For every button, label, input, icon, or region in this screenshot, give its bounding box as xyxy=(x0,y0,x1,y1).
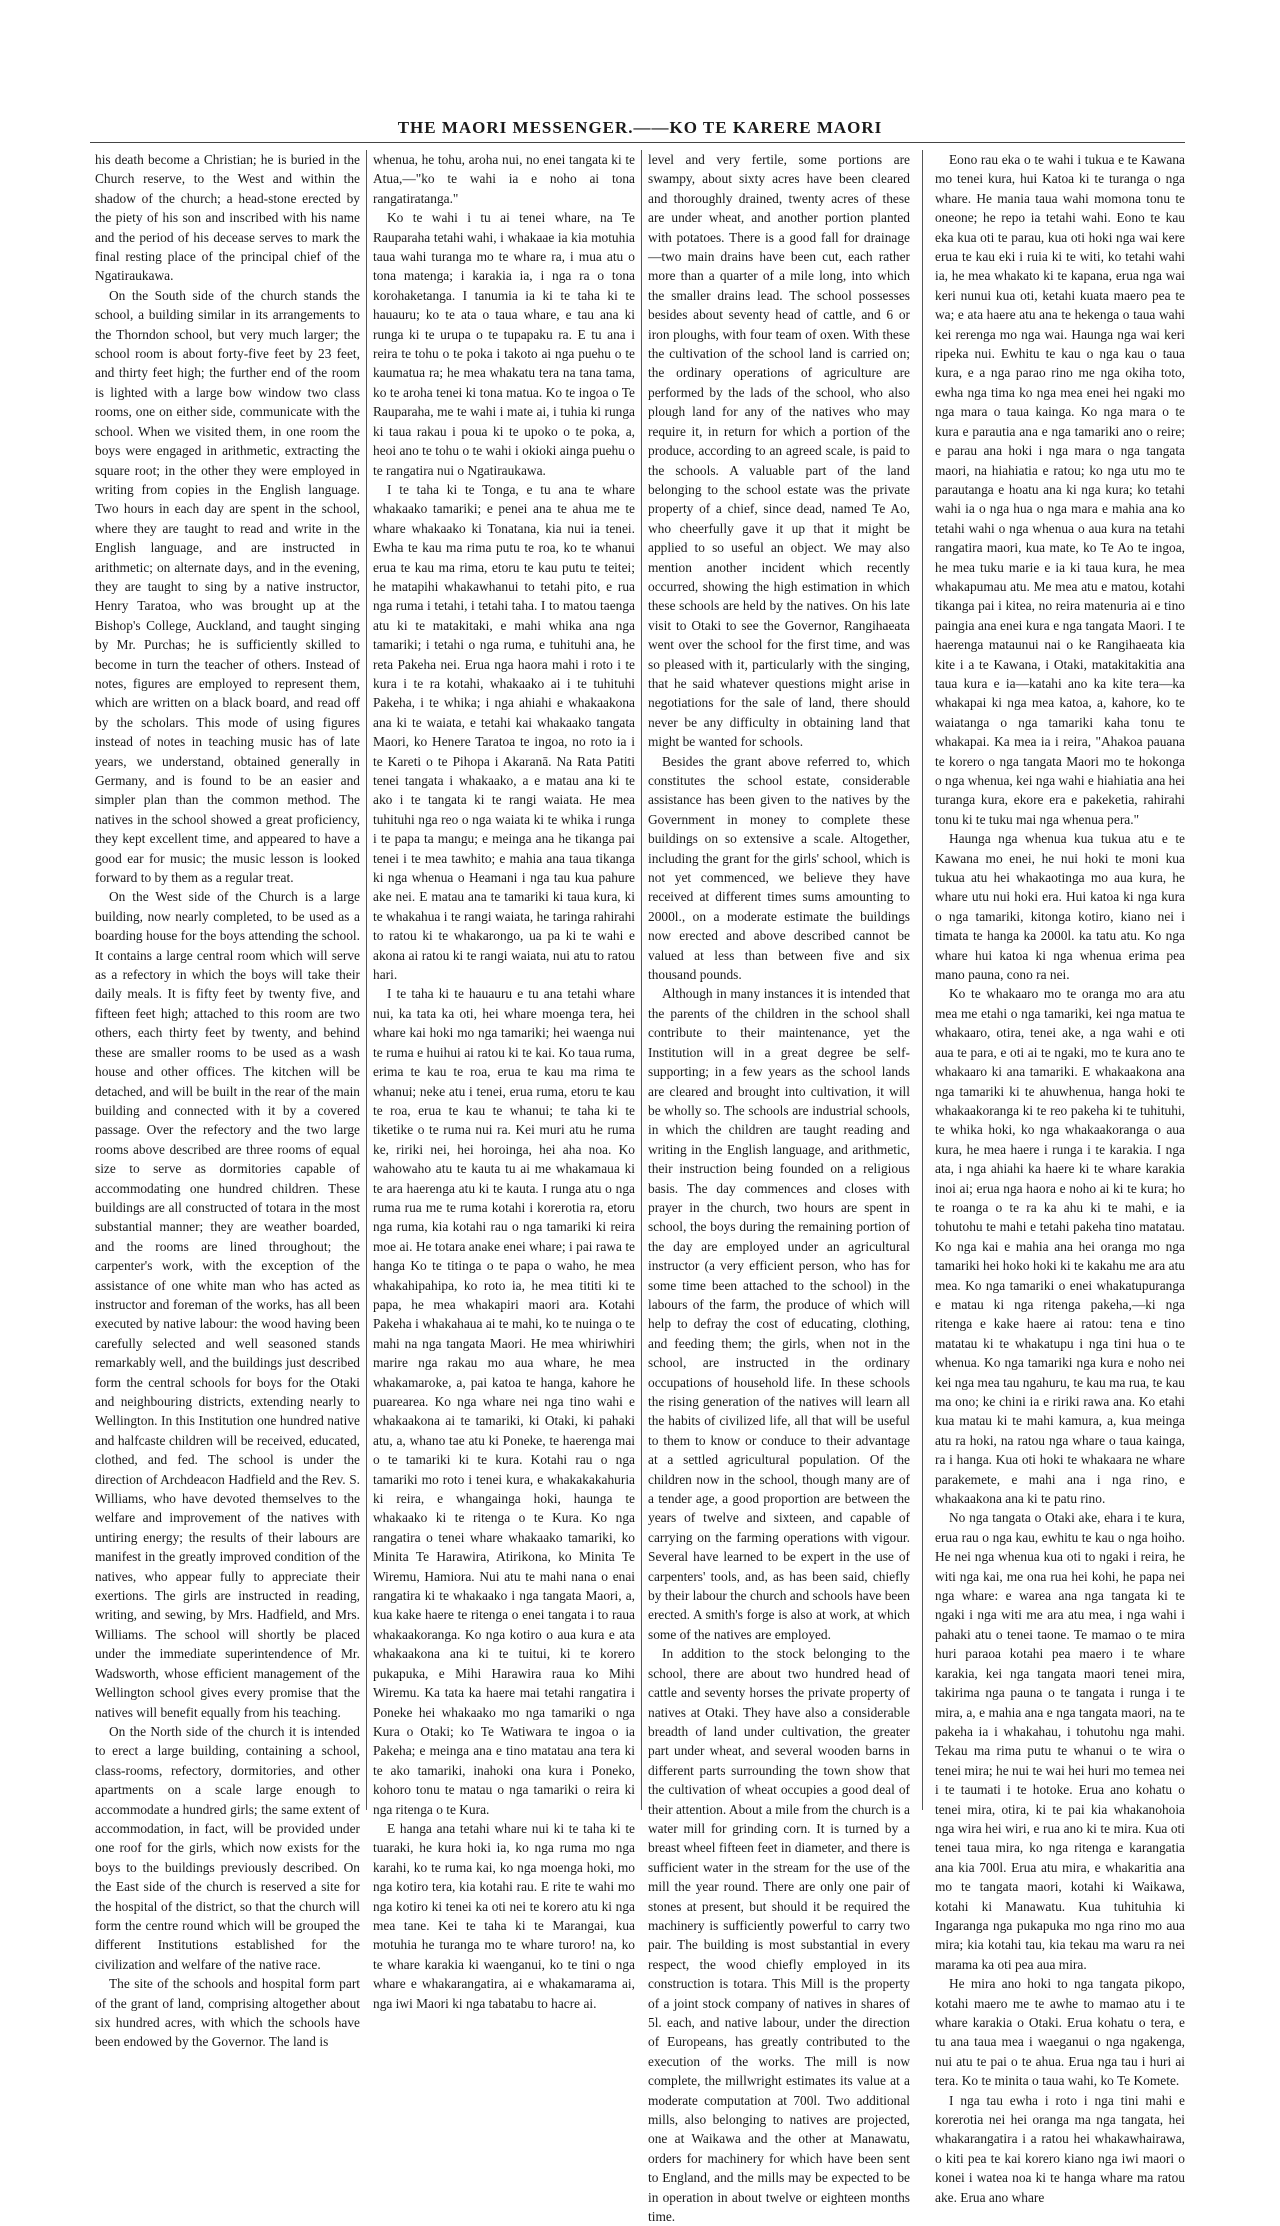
paragraph: Besides the grant above referred to, which constitutes the school estate, considerable assistance has been given to the natives by the Government in money to complete these buildings on so extensive a scale. Altogether, including the grant for the girls' school, which is not yet commenced, we believe they have received at different times sums amounting to 2000l., on a moderate estimate the buildings now erected and above described cannot be valued at less than between five and six thousand pounds. xyxy=(648,753,910,983)
column-1-english xyxy=(95,150,360,2050)
header-rule xyxy=(90,142,1185,143)
paragraph: On the West side of the Church is a large building, now nearly completed, to be used as a boarding house for the boys attending the school. It contains a large central room which will serve as a refectory in which the boys will take their daily meals. It is fifty feet by twenty five, and fifteen feet high; attached to this room are two others, each thirty feet by twenty, and behind these are smaller rooms to be used as a wash house and other offices. The kitchen will be detached, and will be built in the rear of the main building and connected with it by a covered passage. Over the refectory and the two large rooms above described are three rooms of equal size to serve as dormitories capable of accommodating one hundred children. These buildings are all constructed of totara in the most substantial manner; they are weather boarded, and the rooms are lined throughout; the carpenter's work, with the exception of the assistance of one white man who has acted as instructor and foreman of the works, has all been executed by native labour: the wood having been carefully selected and well seasoned stands remarkably well, and the buildings just described form the central schools for boys for the Otaki and neighbouring districts, extending nearly to Wellington. In this Institution one hundred native and halfcaste children will be received, educated, clothed, and fed. The school is under the direction of Archdeacon Hadfield and the Rev. S. Williams, who have devoted themselves to the welfare and improvement of the natives with untiring energy; the results of their labours are manifest in the greatly improved condition of the natives, who appear fully to appreciate their exertions. The girls are instructed in reading, writing, and sewing, by Mrs. Hadfield, and Mrs. Williams. The school will shortly be placed under the immediate superintendence of Mr. Wadsworth, whose efficient management of the Wellington school gives every promise that the natives will benefit equally from his teaching. xyxy=(95,889,360,1720)
paragraph: Haunga nga whenua kua tukua atu e te Kawana mo enei, he nui hoki te moni kua tukua atu hei whakaotinga mo aua kura, he whare utu nui hoki era. Hui katoa ki nga kura o nga tamariki, kitonga kotiro, kiano nei i timata te hanga ka 2000l. ka tatu atu. Ko nga whare hui katoa ki nga whenua erima pea mano pauna, cono ra nei. xyxy=(935,831,1185,983)
paragraph: whenua, he tohu, aroha nui, no enei tangata ki te Atua,—"ko te wahi ia e noho ai tona rangatiratanga." xyxy=(373,152,635,206)
paragraph: The site of the schools and hospital form part of the grant of land, comprising altogether about six hundred acres, with which the schools have been endowed by the Governor. The land is xyxy=(95,1976,360,2050)
paragraph: his death become a Christian; he is buried in the Church reserve, to the West and within the shadow of the church; a head-stone erected by the piety of his son and inscribed with his name and the period of his decease serves to mark the final resting place of the principal chief of the Ngatiraukawa. xyxy=(95,152,360,284)
paragraph: I te taha ki te Tonga, e tu ana te whare whakaako tamariki; e penei ana te ahua me te whare whakaako ki Tonatana, kia nui ia tenei. Ewha te kau ma rima putu te roa, ko te whanui erua te kau ma rima, etoru te kau putu te teitei; he matapihi whakawhanui to tetahi pito, e rua nga ruma i tetahi, i tetahi taha. I to matou taenga atu ki te matakitaki, e mahi whika ana nga tamariki; i tetahi o nga ruma, e tuhituhi ana, he reta Pakeha nei. Erua nga haora mahi i roto i te kura i te ra kotahi, whakaako ai i te tuhituhi Pakeha, i te whika; i nga ahiahi e whakaakona ana ki te waiata, e tetahi kai whakaako tangata Maori, ko Henere Taratoa te ingoa, no roto ia i te Kareti o te Pihopa i Akaranā. Na Rata Patiti tenei tangata i whakaako, a e matau ana ki te ako i te tangata ki te rangi waiata. He mea tuhituhi nga reo o nga waiata ki te whika i runga i te papa ta mangu; e meinga ana he tikanga pai tenei i te mea tawhito; e mahia ana taua tikanga ki nga whenua o Heamani i nga tau kua pahure ake nei. E matau ana te tamariki ki taua kura, ki te whakahua i te rangi waiata, he taringa rahirahi to ratou ki te whakarongo, ua pa ki te wahi e akona ai ratou ki te rangi waiata, nui atu to ratou hari. xyxy=(373,481,635,983)
paragraph: He mira ano hoki to nga tangata pikopo, kotahi maero me te awhe to mamao atu i te whare karakia o Otaki. Erua kohatu o tera, e tu ana taua mea i waeganui o nga ngakenga, nui atu te pai o te ahua. Erua nga tau i huri ai tera. Ko te minita o taua wahi, ko Te Komete. xyxy=(935,1976,1185,2089)
column-divider xyxy=(366,150,367,1810)
column-divider xyxy=(641,150,642,1810)
paragraph: level and very fertile, some portions are swampy, about sixty acres have been cleared and thoroughly drained, twenty acres of these are under wheat, and another portion planted with potatoes. There is a good fall for drainage—two main drains have been cut, each rather more than a quarter of a mile long, into which the smaller drains lead. The school possesses besides about seventy head of cattle, and 6 or iron ploughs, with four team of oxen. With these the cultivation of the school land is carried on; the ordinary operations of agriculture are performed by the lads of the school, who also plough land for any of the natives who may require it, in return for which a portion of the produce, according to an agreed scale, is paid to the schools. A valuable part of the land belonging to the school estate was the private property of a chief, since dead, named Te Ao, who cheerfully gave it up that it might be applied to so useful an object. We may also mention another incident which recently occurred, showing the high estimation in which these schools are held by the natives. On his late visit to Otaki to see the Governor, Rangihaeata went over the school for the first time, and was so pleased with it, particularly with the singing, that he said whatever questions might arise in negotiations for the sale of land, there should never be any difficulty in obtaining land that might be wanted for schools. xyxy=(648,152,910,750)
paragraph: No nga tangata o Otaki ake, ehara i te kura, erua rau o nga kau, ewhitu te kau o nga hoiho. He nei nga whenua kua oti to ngaki i reira, he witi nga kai, me ona rua hei kohi, he papa nei nga whare: e warea ana nga tangata ki te ngaki i nga witi me ara atu mea, i nga wahi i pahaki atu o tenei taone. Te mamao o te mira huri paraoa kotahi pea maero i te whare karakia, kei nga tangata maori tenei mira, takirima nga pauna o te tangata i runga i te mira, a, e mahia ana e nga tangata maori, na te pakeha ia i whakahau, i tohutohu nga mahi. Tekau ma rima putu te whanui o te wira o tenei mira; he nui te wai hei huri mo temea nei i te taumati i te hotoke. Erua ano kohatu o tenei mira, otira, ki te pai kia whakanohoia nga wira hei wiri, e rua ano ki te mira. Kua oti tenei taua mira, ko nga ritenga e karangatia ana kia 700l. Erua atu mira, e whakaritia ana mo te tangata maori, kotahi ki Waikawa, kotahi ki Manawatu. Kua tuhituhia ki Ingaranga nga pukapuka mo nga rino mo aua mira; kia kotahi tau, kia tekau ma waru ra nei marama ka oti pea aua mira. xyxy=(935,1510,1185,1972)
column-2-maori xyxy=(373,150,635,2011)
paragraph: Eono rau eka o te wahi i tukua e te Kawana mo tenei kura, hui Katoa ki te turanga o nga whare. He mania taua wahi momona tonu te oneone; he repo ia tetahi wahi. Eono te kau eka kua oti te parau, kua oti hoki nga wai kere erua te kau eki i ruia ki te witi, ko tetahi wahi ia, he mea whakato ki te kapana, erua nga wai keri nunui kua oti, ketahi kuata maero pea te wa; e ata haere atu ana te hekenga o taua wahi kei rerenga mo nga wai. Haunga nga wai keri ripeka nui. Ewhitu te kau o nga kau o taua kura, e a nga parao rino me nga okiha toto, ewha nga tima ko nga mea enei hei ngaki mo nga mara o taua kainga. Ko nga mara o te kura e parautia ana e nga tamariki ano o reire; e parau ana hoki i nga mara o nga tangata maori, na hiahiatia e ratou; ko nga utu mo te parautanga e hoatu ana ki nga kura; ko tetahi wahi ia o nga hua o nga mara e mahia ana ko tetahi wahi o nga whenua o aua kura na tetahi rangatira maori, kua mate, ko Te Ao te ingoa, he mea tuku marie e ia ki taua kura, he mea whakapumau atu. Me mea atu e matou, kotahi tikanga pai i kitea, no reira matenuria ai e tino paingia ana enei kura e nga tangata Maori. I te haerenga mataunui nai o ke Rangihaeata kia kite i a te Kawana, i Otaki, matakitakitia ana taua kura e ia—katahi ano ka kite tera—ka whakapai ki nga mea katoa, a, kahore, ko te waiatanga o nga tamariki kaha tonu te whakapai. Ka mea ia i reira, "Ahakoa pauana te korero o nga tangata Maori mo te hokonga o nga whenua, kei nga wahi e hiahiatia ana hei turanga kura, ekore era e pakeketia, rahirahi tonu ki te tuku mai nga whenua pera." xyxy=(935,152,1185,827)
paragraph: Ko te whakaaro mo te oranga mo ara atu mea me etahi o nga tamariki, kei nga matua te whakaaro, otira, tenei ake, a nga wahi e oti aua te para, e oti ai te ngaki, mo te kura ano te whakaaro ki ana tamariki. E whakaakona ana nga tamariki ki te ahuwhenua, hanga hoki te whakaakoranga ki te reo pakeha ki te tuhituhi, te whika hoki, ko nga whakaakoranga o aua kura, he mea haere i runga i te karakia. I nga ata, i nga ahiahi ka haere ki te whare karakia inoi ai; erua nga haora e noho ai ki te kura; ho te roanga o te ra ka ahu ki te mahi, e ia tohutohu te mahi e tetahi pakeha tino matatau. Ko nga kai e mahia ana hei oranga mo nga tamariki hei hoko hoki ki te kakahu me ara atu mea. Ko nga tamariki o enei whakatupuranga e matau ki nga ritenga pakeha,—ki nga ritenga e kake haere ai ratou: tena e tino matatau ki te whakatupu i nga tini hua o te whenua. Ko nga tamariki nga kura e noho nei kei nga mea tau ngahuru, te kau ma rua, te kau ma ono; ke chini ia e ririki rawa ana. Ko etahi kua matau ki te mahi kamura, a, kua meinga atu ra hoki, na ratou nga whare o taua kainga, ra i hanga. Kua oti hoki te whakaara ne whare parakemete, e mahi ana i nga rino, e whakaakona ana ki te patu rino. xyxy=(935,986,1185,1507)
masthead: THE MAORI MESSENGER.——KO TE KARERE MAORI xyxy=(397,118,883,137)
paragraph: Ko te wahi i tu ai tenei whare, na Te Rauparaha tetahi wahi, i whakaae ia kia motuhia taua wahi turanga mo te whare ra, i mua atu o tona matenga; i karakia ia, i nga ra o tona korohaketanga. I tanumia ia ki te taha ki te hauauru; ko te ata o taua whare, e tau ana ki runga ki te urupa o te tupapaku ra. E tu ana i reira te tohu o te poka i takoto ai nga puehu o te kaumatua ra; he mea whakatu tera na tana tama, ko te aroha tenei ki tona matua. Ko te ingoa o Te Rauparaha, me te wahi i mate ai, i tuhia ki runga ki taua rakau i poua ki te upoko o te poka, a, heoi ano te tohu o te wahi i okioki ainga puehu o te rangatira nui o Ngatiraukawa. xyxy=(373,210,635,478)
paragraph: In addition to the stock belonging to the school, there are about two hundred head of cattle and seventy horses the private property of natives at Otaki. They have also a considerable breadth of land under cultivation, the greater part under wheat, and several wooden barns in different parts surrounding the town show that the cultivation of wheat occupies a good deal of their attention. About a mile from the church is a water mill for grinding corn. It is turned by a breast wheel fifteen feet in diameter, and there is sufficient water in the stream for the use of the mill the year round. There are only one pair of stones at present, but should it be required the machinery is sufficiently powerful to carry two pair. The building is most substantial in every respect, the wood chiefly employed in its construction is totara. This Mill is the property of a joint stock company of natives in shares of 5l. each, and native labour, under the direction of Europeans, has greatly contributed to the execution of the works. The mill is now complete, the millwright estimates its value at a moderate computation at 700l. Two additional mills, also belonging to natives are projected, one at Waikawa and the other at Manawatu, orders for machinery for which have been sent to England, and the mills may be expected to be in operation in about twelve or eighteen months time. xyxy=(648,1646,910,2225)
column-4-maori xyxy=(935,150,1185,2205)
paragraph: E hanga ana tetahi whare nui ki te taha ki te tuaraki, he kura hoki ia, ko nga ruma mo nga karahi, ko te ruma kai, ko nga moenga hoki, mo nga kotiro tera, kia kotahi rau. E rite te wahi mo nga kotiro ki tenei ka oti nei te korero atu ki nga mea tane. Kei te taha ki te Marangai, kua motuhia he turanga mo te whare turoro! na, ko te whare karakia ki waenganui, ko te tini o nga whare e whakarangatira, ai e whakamarama ai, nga iwi Maori ki nga tabatabu to hacre ai. xyxy=(373,1820,635,2011)
paragraph: Although in many instances it is intended that the parents of the children in the school shall contribute to their maintenance, yet the Institution will in a great degree be self-supporting; in a few years as the school lands are cleared and brought into cultivation, it will be wholly so. The schools are industrial schools, in which the children are taught reading and writing in the English language, and arithmetic, their instruction being founded on a religious basis. The day commences and closes with prayer in the church, two hours are spent in school, the boys during the remaining portion of the day are employed under an agricultural instructor (a very efficient person, who has for some time been attached to the school) in the labours of the farm, the produce of which will help to defray the cost of educating, clothing, and feeding them; the girls, when not in the school, are instructed in the ordinary occupations of household life. In these schools the rising generation of the natives will learn all the habits of civilized life, all that will be useful to them to know or conduce to their advantage at a settled agricultural population. Of the children now in the school, though many are of a tender age, a good proportion are between the years of twelve and sixteen, and capable of carrying on the farming operations with vigour. Several have learned to be expert in the use of carpenters' tools, and, as has been said, chiefly by their labour the church and schools have been erected. A smith's forge is also at work, at which some of the natives are employed. xyxy=(648,986,910,1642)
column-3-english xyxy=(648,150,910,2225)
paragraph: On the South side of the church stands the school, a building similar in its arrangements to the Thorndon school, but very much larger; the school room is about forty-five feet by 23 feet, and thirty feet high; the further end of the room is lighted with a large bow window two class rooms, one on either side, communicate with the school. When we visited them, in one room the boys were engaged in arithmetic, extracting the square root; in the other they were employed in writing from copies in the English language. Two hours in each day are spent in the school, where they are taught to read and write in the English language, and are instructed in arithmetic; on alternate days, and in the evening, they are taught to sing by a native instructor, Henry Taratoa, who was brought up at the Bishop's College, Auckland, and taught singing by Mr. Purchas; he is sufficiently skilled to become in turn the teacher of others. Instead of notes, figures are employed to represent them, which are written on a black board, and read off by the scholars. This mode of using figures instead of notes in teaching music has of late years, we understand, obtained generally in Germany, and is found to be an easier and simpler plan than the common method. The natives in the school showed a great proficiency, they kept excellent time, and appeared to have a good ear for music; the music lesson is looked forward to by them as a regular treat. xyxy=(95,287,360,886)
paragraph: On the North side of the church it is intended to erect a large building, containing a school, class-rooms, refectory, dormitories, and other apartments on a scale large enough to accommodate a hundred girls; the same extent of accommodation, in fact, will be provided under one roof for the girls, which now exists for the boys to the buildings previously described. On the East side of the church is reserved a site for the hospital of the district, so that the church will form the centre round which will be grouped the different Institutions established for the civilization and welfare of the native race. xyxy=(95,1723,360,1972)
paragraph: I nga tau ewha i roto i nga tini mahi e korerotia nei hei oranga ma nga tangata, hei whakarangatira i a ratou hei whakawhairawa, o kiti pea te kai korero kiano nga iwi maori o konei i watea noa ki te hanga whare ma ratou ake. Erua ano whare xyxy=(935,2092,1185,2205)
column-divider xyxy=(922,150,923,1810)
paragraph: I te taha ki te hauauru e tu ana tetahi whare nui, ka tata ka oti, hei whare moenga tera, hei whare kai hoki mo nga tamariki; hei waenga nui te ruma e huihui ai ratou ki te kai. Ko taua ruma, erima te kau te roa, erua te kau ma rima te whanui; neke atu i tenei, erua ruma, etoru te kau te roa, erua te kau te whanui; te taha ki te tiketike o te ruma nui ra. Kei muri atu he ruma ke, ririki nei, hei horoinga, hei aha noa. Ko wahowaho atu te kauta tu ai me whakamaua ki te ara haerenga atu ki te kauta. I runga atu o nga ruma rua me te ruma kotahi i korerotia ra, etoru nga ruma, kia kotahi rau o nga tamariki ki reira moe ai. He totara anake enei whare; i pai rawa te hanga Ko te titinga o te papa o waho, he mea whakahipahipa, ko roto ia, he mea tititi ki te papa, he mea whakapiri maori ara. Kotahi Pakeha i whakahaua ai te mahi, ko te nuinga o te mahi na nga tangata Maori. He mea whiriwhiri marire nga rakau mo aua whare, he mea whakamaroke, a, pai katoa te hanga, kahore he puarearea. Ko nga whare nei nga tino wahi e whakaakona ai te tamariki, ki Otaki, ki pahaki atu, a, whano tae atu ki Poneke, te haerenga mai o te tamariki ki te kura. Kotahi rau o nga tamariki mo roto i tenei kura, e whakakakahuria ki reira, e whangainga hoki, haunga te whakaako ki te ritenga o te Kura. Ko nga rangatira o tenei whare whakaako tamariki, ko Minita Te Harawira, Atirikona, ko Minita Te Wiremu, Hamiora. Nui atu te mahi nana o enai rangatira ki te whakaako i nga tangata Maori, a, kua kake haere te ritenga o enei tangata i to raua whakaakoranga. Ko nga kotiro o aua kura e ata whakaakona ana ki te tuitui, ki te korero pukapuka, e Mihi Harawira raua ko Mihi Wiremu. Ka tata ka haere mai tetahi rangatira i Poneke hei whakaako mo nga tamariki o nga Kura o Otaki; ko Te Watiwara te ingoa o ia Pakeha; e meinga ana e tino matatau ana tera ki te ako tamariki, inahoki ona kura i Poneko, kohoro tonu te matau o nga tamariki o reira ki nga ritenga o te Kura. xyxy=(373,986,635,1817)
